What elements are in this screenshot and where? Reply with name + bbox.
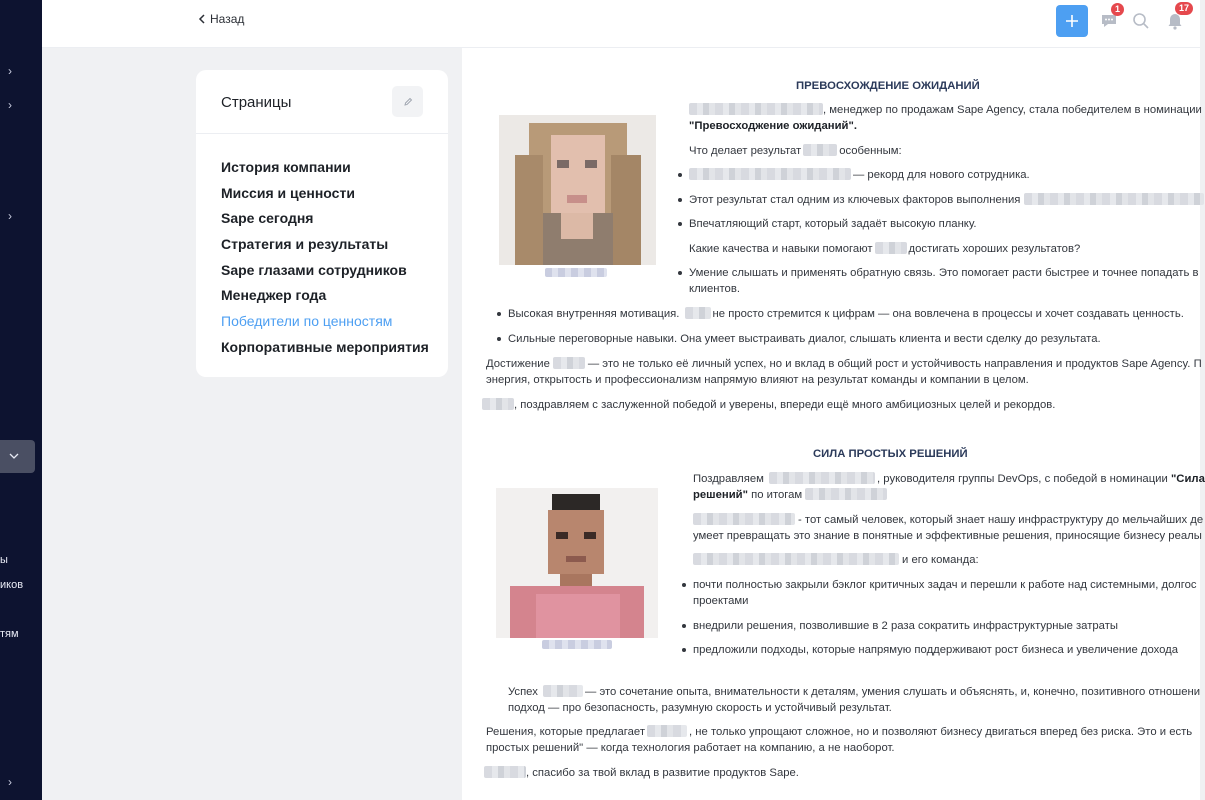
nomination-title: "Превосходжение ожиданий". <box>689 120 857 132</box>
create-button[interactable] <box>1056 5 1088 37</box>
winner-photo-2 <box>496 488 658 638</box>
collapsed-dropdown[interactable] <box>0 440 35 473</box>
list-item: почти полностью закрыли бэклог критичных задач и перешли к работе над системными, долгос <box>693 579 1197 591</box>
page-link-mission[interactable]: Миссия и ценности <box>221 184 355 201</box>
chevron-left-icon <box>198 14 206 24</box>
bell-notifications-button[interactable] <box>1164 3 1190 32</box>
paragraph: - тот самый человек, который знает нашу инфраструктуру до мельчайших де <box>693 512 1203 528</box>
photo-caption <box>542 640 612 649</box>
chevron-right-icon[interactable]: › <box>8 209 12 223</box>
list-item: Высокая внутренняя мотивация. не просто стремится к цифрам — она вовлечена в процессы и хочет создавать ценность. <box>508 308 1184 320</box>
paragraph: Поздравляем , руководителя группы DevOps, с победой в номинации "Сила <box>693 473 1205 485</box>
paragraph: Решения, которые предлагает , не только упрощают сложное, но и позволяют бизнесу двигаться вперед без риска. Это и есть <box>486 726 1193 738</box>
search-icon <box>1132 12 1150 30</box>
paragraph: , поздравляем с заслуженной победой и уверены, впереди ещё много амбициозных целей и рекордов. <box>482 397 1055 413</box>
paragraph: Какие качества и навыки помогают достигать хороших результатов? <box>689 243 1081 255</box>
chevron-right-icon[interactable]: › <box>8 64 12 78</box>
list-item: Сильные переговорные навыки. Она умеет выстраивать диалог, слышать клиента и вести сделку до результата. <box>508 333 1101 345</box>
winner-photo-1 <box>499 115 656 265</box>
left-nav-rail <box>0 0 42 800</box>
paragraph: клиентов. <box>689 283 740 295</box>
back-label: Назад <box>210 12 245 26</box>
list-item: Этот результат стал одним из ключевых факторов выполнения <box>689 192 1204 208</box>
paragraph: решений" по итогам <box>693 487 887 503</box>
paragraph: подход — про безопасность, разумную скорость и устойчивый результат. <box>508 702 892 714</box>
photo-caption <box>545 268 607 277</box>
divider <box>196 133 448 134</box>
chat-notifications-button[interactable] <box>1098 4 1121 32</box>
nav-label-fragment[interactable]: иков <box>0 579 24 591</box>
page-link-values-winners[interactable]: Победители по ценностям <box>221 313 393 330</box>
section-heading: СИЛА ПРОСТЫХ РЕШЕНИЙ <box>813 448 968 460</box>
paragraph: умеет превращать это знание в понятные и эффективные решения, приносящие бизнесу реалы <box>693 530 1202 542</box>
pages-list <box>221 158 429 364</box>
edit-pages-button[interactable] <box>392 86 423 117</box>
paragraph: Достижение — это не только её личный успех, но и вклад в общий рост и устойчивость направления и продуктов Sape Agency. П <box>486 358 1202 370</box>
list-item: Впечатляющий старт, который задаёт высокую планку. <box>689 218 977 230</box>
chevron-right-icon[interactable]: › <box>8 98 12 112</box>
page-link-history[interactable]: История компании <box>221 159 351 175</box>
paragraph: и его команда: <box>693 552 979 568</box>
plus-icon <box>1065 14 1079 28</box>
notification-badge: 17 <box>1175 2 1193 15</box>
pencil-icon <box>403 97 413 107</box>
page-link-employees-view[interactable]: Sape глазами сотрудников <box>221 261 407 278</box>
paragraph: Что делает результат особенным: <box>689 145 902 157</box>
page-link-strategy[interactable]: Стратегия и результаты <box>221 236 389 253</box>
nav-label-fragment[interactable]: ы <box>0 554 8 566</box>
page-link-sape-today[interactable]: Sape сегодня <box>221 210 314 227</box>
paragraph: , менеджер по продажам Sape Agency, стала победителем в номинации <box>689 102 1202 118</box>
list-item: — рекорд для нового сотрудника. <box>689 167 1030 183</box>
top-bar <box>42 0 1200 48</box>
notification-badge: 1 <box>1111 3 1124 16</box>
back-link[interactable] <box>198 12 244 26</box>
list-item: предложили подходы, которые напрямую поддерживают рост бизнеса и увеличение дохода <box>693 644 1179 656</box>
paragraph: энергия, открытость и профессионализм напрямую влияют на результат команды и компании в целом. <box>486 374 1029 386</box>
paragraph: Успех — это сочетание опыта, внимательности к деталям, умения слушать и объяснять, и, конечно, позитивного отношени <box>508 686 1201 698</box>
paragraph: проектами <box>693 595 749 607</box>
chevron-right-icon[interactable]: › <box>8 775 12 789</box>
paragraph: простых решений" — когда технология работает на компанию, а не наоборот. <box>486 742 895 754</box>
search-button[interactable] <box>1130 10 1152 32</box>
chevron-down-icon <box>9 452 19 460</box>
section-heading: ПРЕВОСХОЖДЕНИЕ ОЖИДАНИЙ <box>796 80 980 92</box>
list-item: Умение слышать и применять обратную связь. Это помогает расти быстрее и точнее попадать в <box>689 267 1199 279</box>
pages-title: Страницы <box>221 94 292 111</box>
pages-sidebar-card <box>196 70 448 377</box>
list-item: внедрили решения, позволившие в 2 раза сократить инфраструктурные затраты <box>693 620 1119 632</box>
paragraph: , спасибо за твой вклад в развитие продуктов Sape. <box>484 765 799 781</box>
article-content <box>462 48 1205 800</box>
page-link-manager-of-year[interactable]: Менеджер года <box>221 287 327 304</box>
page-link-corporate-events[interactable]: Корпоративные мероприятия <box>221 338 429 355</box>
nav-label-fragment[interactable]: тям <box>0 628 19 640</box>
